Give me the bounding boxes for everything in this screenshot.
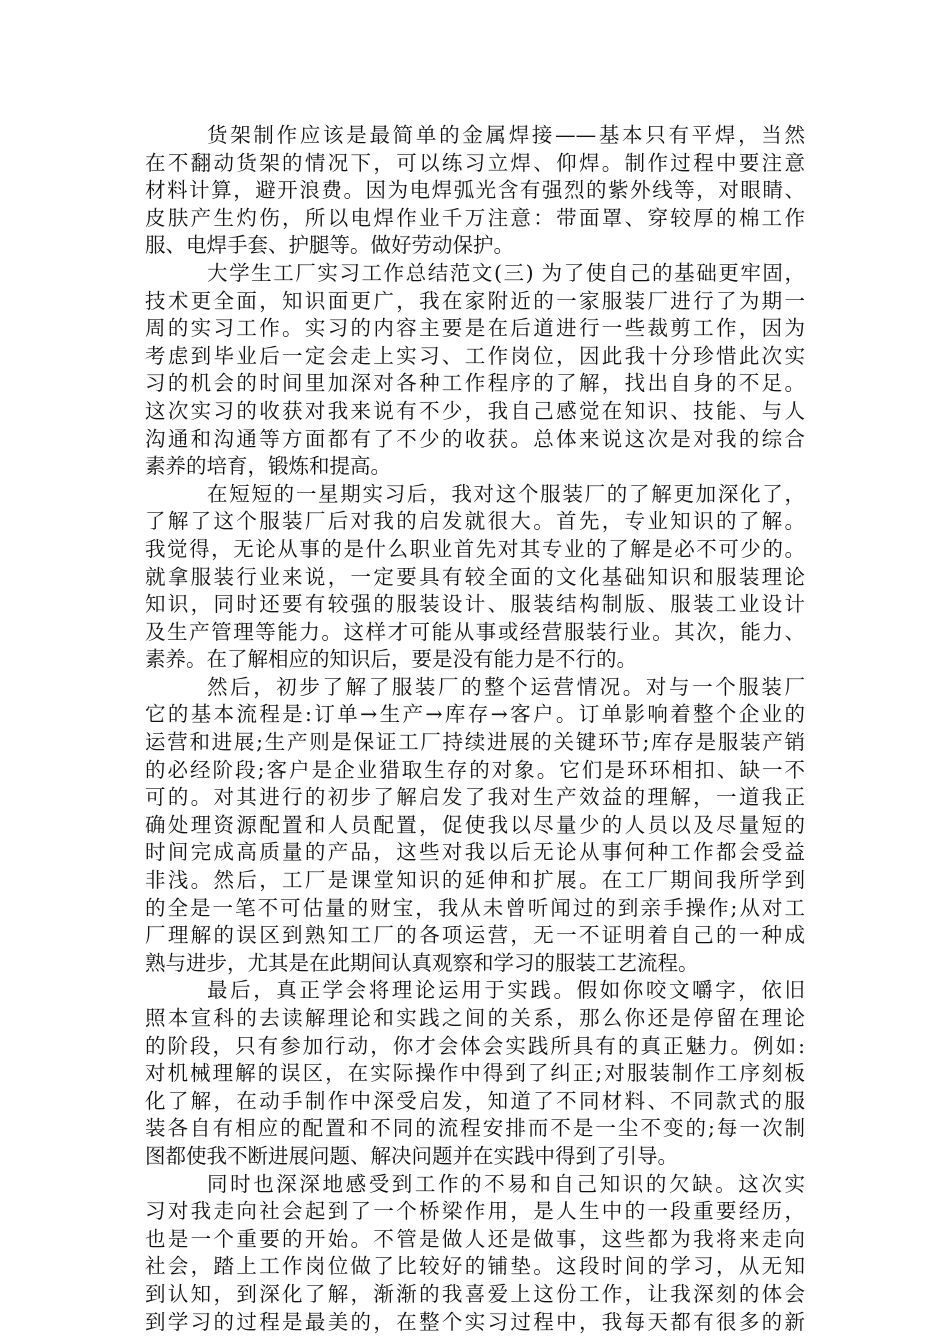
text-line: 照本宣科的去读解理论和实践之间的关系，那么你还是停留在理论 [145,1006,805,1030]
text-line: 非浅。然后，工厂是课堂知识的延伸和扩展。在工厂期间我所学到 [145,868,805,893]
text-line: 大学生工厂实习工作总结范文(三) 为了使自己的基础更牢固， [207,260,805,285]
text-line: 然后，初步了解了服装厂的整个运营情况。对与一个服装厂 [207,674,805,699]
text-line: 厂理解的误区到熟知工厂的各项运营，无一不证明着自己的一种成 [145,923,805,948]
text-line: 它的基本流程是:订单→生产→库存→客户。订单影响着整个企业的 [145,702,805,727]
text-line: 素养的培育，锻炼和提高。 [145,454,391,479]
text-line: 社会，踏上工作岗位做了比较好的铺垫。这段时间的学习，从无知 [145,1254,805,1279]
text-line: 考虑到毕业后一定会走上实习、工作岗位，因此我十分珍惜此次实 [145,343,805,368]
text-line: 时间完成高质量的产品，这些对我以后无论从事何种工作都会受益 [145,840,805,865]
paragraph [145,122,805,260]
text-line: 也是一个重要的开始。不管是做人还是做事，这些都为我将来走向 [145,1226,805,1251]
text-line: 知识，同时还要有较强的服装设计、服装结构制版、服装工业设计 [145,592,805,617]
text-line: 在短短的一星期实习后，我对这个服装厂的了解更加深化了， [207,481,805,506]
text-line: 服、电焊手套、护腿等。做好劳动保护。 [145,233,514,258]
text-line: 最后，真正学会将理论运用于实践。假如你咬文嚼字，依旧 [207,978,805,1003]
document-body [145,122,805,1336]
text-line: 化了解，在动手制作中深受启发，知道了不同材料、不同款式的服 [145,1088,805,1113]
text-line: 了解了这个服装厂后对我的启发就很大。首先，专业知识的了解。 [145,509,805,534]
text-line: 的全是一笔不可估量的财宝，我从未曾听闻过的到亲手操作;从对工 [145,895,805,920]
text-line: 的必经阶段;客户是企业猎取生存的对象。它们是环环相扣、缺一不 [145,757,805,782]
text-line: 到学习的过程是最美的，在整个实习过程中，我每天都有很多的新 [145,1309,805,1334]
paragraph [145,1171,805,1337]
paragraph [145,481,805,674]
text-line: 熟与进步，尤其是在此期间认真观察和学习的服装工艺流程。 [145,950,699,975]
text-line: 习的机会的时间里加深对各种工作程序的了解，找出自身的不足。 [145,371,805,396]
paragraph [145,674,805,978]
text-line: 皮肤产生灼伤，所以电焊作业千万注意：带面罩、穿较厚的棉工作 [145,205,805,230]
text-line: 同时也深深地感受到工作的不易和自己知识的欠缺。这次实 [207,1171,805,1196]
text-line: 确处理资源配置和人员配置，促使我以尽量少的人员以及尽量短的 [145,812,805,837]
text-line: 到认知，到深化了解，渐渐的我喜爱上这份工作，让我深刻的体会 [145,1281,805,1306]
text-line: 及生产管理等能力。这样才可能从事或经营服装行业。其次，能力、 [145,619,805,644]
text-line: 装各自有相应的配置和不同的流程安排而不是一尘不变的;每一次制 [145,1116,805,1141]
text-line: 就拿服装行业来说，一定要具有较全面的文化基础知识和服装理论 [145,564,805,589]
text-line: 货架制作应该是最简单的金属焊接——基本只有平焊，当然 [207,123,805,147]
text-line: 周的实习工作。实习的内容主要是在后道进行一些裁剪工作，因为 [145,316,805,341]
text-line: 运营和进展;生产则是保证工厂持续进展的关键环节;库存是服装产销 [145,730,805,755]
text-line: 习对我走向社会起到了一个桥梁作用，是人生中的一段重要经历， [145,1199,805,1224]
text-line: 的阶段，只有参加行动，你才会体会实践所具有的真正魅力。例如: [145,1033,805,1058]
text-line: 素养。在了解相应的知识后，要是没有能力是不行的。 [145,647,637,672]
text-line: 在不翻动货架的情况下，可以练习立焊、仰焊。制作过程中要注意 [145,150,805,175]
text-line: 材料计算，避开浪费。因为电焊弧光含有强烈的紫外线等，对眼睛、 [145,178,805,203]
text-line: 图都使我不断进展问题、解决问题并在实践中得到了引导。 [145,1143,678,1168]
paragraph [145,977,805,1170]
text-line: 可的。对其进行的初步了解启发了我对生产效益的理解，一道我正 [145,785,805,810]
text-line: 沟通和沟通等方面都有了不少的收获。总体来说这次是对我的综合 [145,426,805,451]
text-line: 技术更全面，知识面更广，我在家附近的一家服装厂进行了为期一 [145,288,805,313]
text-line: 我觉得，无论从事的是什么职业首先对其专业的了解是必不可少的。 [145,536,805,561]
paragraph [145,260,805,481]
text-line: 对机械理解的误区，在实际操作中得到了纠正;对服装制作工序刻板 [145,1061,805,1086]
text-line: 这次实习的收获对我来说有不少，我自己感觉在知识、技能、与人 [145,398,805,423]
